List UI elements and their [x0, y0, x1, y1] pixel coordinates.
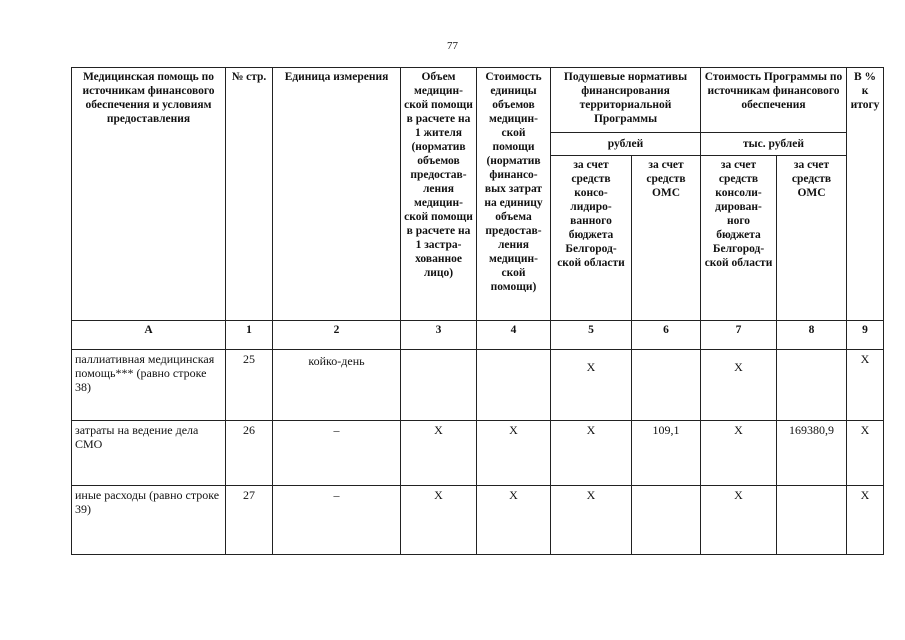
header-group-per-capita: Подушевые нормативы финансирования территориальной Программы: [551, 68, 701, 133]
cell-col-5: Х: [551, 486, 632, 555]
row-unit: койко-день: [273, 350, 401, 421]
row-name: иные расходы (равно строке 39): [72, 486, 226, 555]
header-col-8: за счет средств ОМС: [777, 156, 847, 321]
cell-col-9: Х: [847, 350, 884, 421]
cell-col-3: [401, 350, 477, 421]
header-col-9: В % к итогу: [847, 68, 884, 321]
cell-col-9: Х: [847, 421, 884, 486]
row-line-number: 25: [226, 350, 273, 421]
cell-col-6: [632, 350, 701, 421]
header-col-2: Единица измерения: [273, 68, 401, 321]
column-number: 6: [632, 321, 701, 350]
table-row: [72, 350, 884, 421]
cell-col-4: [477, 350, 551, 421]
cell-col-8: [777, 350, 847, 421]
cell-col-7: Х: [701, 486, 777, 555]
column-number: А: [72, 321, 226, 350]
header-col-7: за счет средств консоли-дирован-ного бюджета Белгород-ской области: [701, 156, 777, 321]
cell-col-8: 169380,9: [777, 421, 847, 486]
cell-col-3: Х: [401, 486, 477, 555]
column-number: 9: [847, 321, 884, 350]
header-col-3: Объем медицин-ской помощи в расчете на 1 жителя (норматив объемов предостав-ления медицин-ской помощи в расчете на 1 застра-хованное лицо): [401, 68, 477, 321]
header-unit-thousand-rubles: тыс. рублей: [701, 133, 847, 156]
column-number-row: [72, 321, 884, 350]
column-number: 7: [701, 321, 777, 350]
cell-col-7: Х: [701, 421, 777, 486]
column-number: 4: [477, 321, 551, 350]
cell-col-5: Х: [551, 421, 632, 486]
row-name: затраты на ведение дела СМО: [72, 421, 226, 486]
column-number: 3: [401, 321, 477, 350]
cell-col-3: Х: [401, 421, 477, 486]
cell-col-4: Х: [477, 421, 551, 486]
column-number: 8: [777, 321, 847, 350]
column-number: 2: [273, 321, 401, 350]
row-name: паллиативная медицинская помощь*** (равно строке 38): [72, 350, 226, 421]
cell-col-4: Х: [477, 486, 551, 555]
column-number: 1: [226, 321, 273, 350]
cell-col-7: Х: [701, 350, 777, 421]
table-row: [72, 421, 884, 486]
header-col-1: № стр.: [226, 68, 273, 321]
header-col-6: за счет средств ОМС: [632, 156, 701, 321]
cell-col-6: [632, 486, 701, 555]
cell-col-9: Х: [847, 486, 884, 555]
header-group-program-cost: Стоимость Программы по источникам финансового обеспечения: [701, 68, 847, 133]
header-col-4: Стоимость единицы объемов медицин-ской помощи (норматив финансо-вых затрат на единицу объема предостав-ления медицин-ской помощи): [477, 68, 551, 321]
page-number: 77: [447, 40, 458, 52]
row-unit: –: [273, 421, 401, 486]
row-unit: –: [273, 486, 401, 555]
column-number: 5: [551, 321, 632, 350]
header-unit-rubles: рублей: [551, 133, 701, 156]
header-col-5: за счет средств консо-лидиро-ванного бюджета Белгород-ской области: [551, 156, 632, 321]
cell-col-6: 109,1: [632, 421, 701, 486]
program-cost-table: [71, 67, 884, 555]
row-line-number: 27: [226, 486, 273, 555]
table-row: [72, 486, 884, 555]
cell-col-5: Х: [551, 350, 632, 421]
row-line-number: 26: [226, 421, 273, 486]
cell-col-8: [777, 486, 847, 555]
header-row-1: [72, 68, 884, 133]
header-col-a: Медицинская помощь по источникам финансового обеспечения и условиям предоставления: [72, 68, 226, 321]
